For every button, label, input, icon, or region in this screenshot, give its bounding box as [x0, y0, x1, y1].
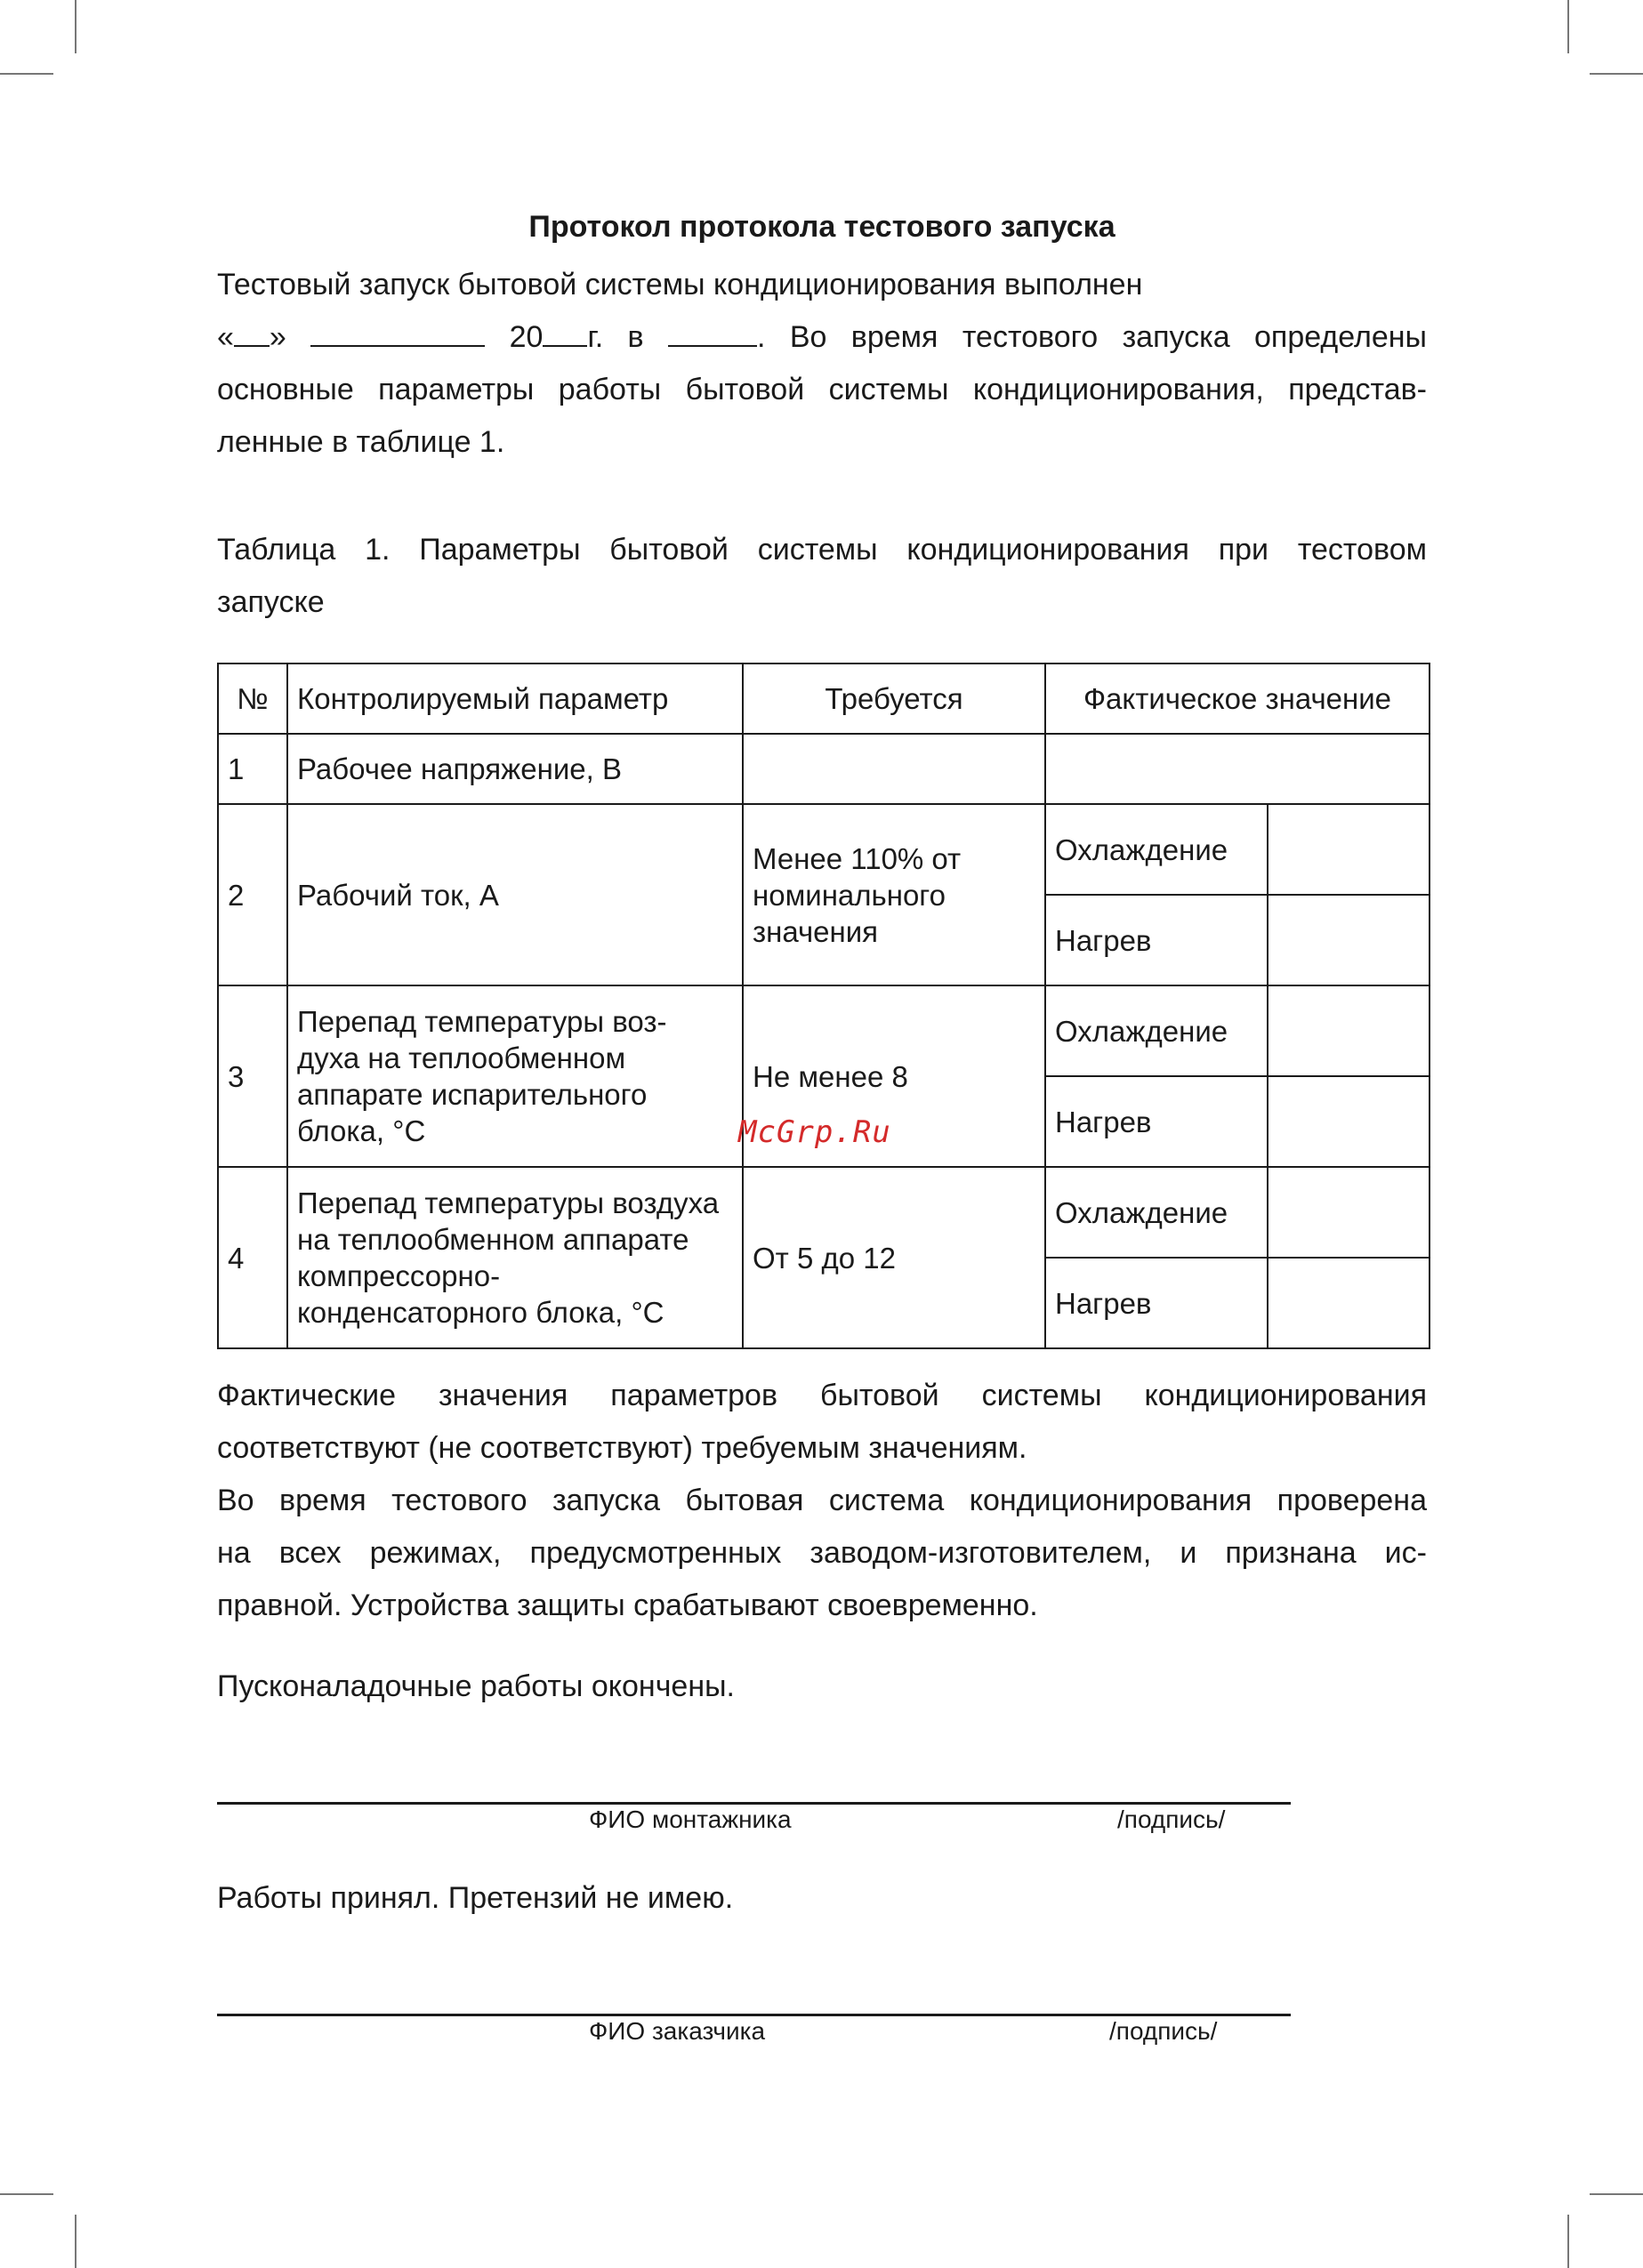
crop-mark — [1567, 0, 1569, 53]
actual-value-cooling[interactable] — [1268, 804, 1430, 895]
intro-line-4: ленные в таблице 1. — [217, 425, 505, 459]
crop-mark — [1567, 2215, 1569, 2268]
crop-mark — [1590, 73, 1643, 75]
header-number: № — [218, 664, 287, 734]
row-parameter: Рабочее напряжение, В — [287, 734, 743, 804]
customer-signature-line[interactable] — [217, 2014, 1291, 2016]
mode-label-cooling: Охлаждение — [1045, 1167, 1268, 1258]
actual-value-cooling[interactable] — [1268, 1167, 1430, 1258]
table-row — [218, 734, 1430, 804]
conclusion-paragraph: Фактические значения параметров бытовой системы кондиционирования соответствуют (не соответствуют) требуемым значениям. Во время тестового запуска бытовая система кондиционирования проверена на всех режимах, предусмотренных заводом-изготовителем, и признана ис- правной. Устройства защиты срабатывают своевременно. — [217, 1379, 1427, 1622]
completion-statement: Пусконаладочные работы окончены. — [217, 1669, 735, 1703]
table-header-row — [218, 664, 1430, 734]
watermark-text: McGrp.Ru — [738, 1114, 891, 1150]
customer-sign-label: /подпись/ — [1109, 2017, 1218, 2045]
row-parameter: Перепад температуры воздуха на теплообменном аппарате компрессорно- конденсаторного блока, °С — [287, 1167, 743, 1348]
month-blank[interactable] — [310, 318, 485, 347]
customer-name-label: ФИО заказчика — [589, 2017, 766, 2045]
row-number: 4 — [218, 1167, 287, 1348]
table-row — [218, 804, 1430, 895]
mode-label-cooling: Охлаждение — [1045, 985, 1268, 1076]
crop-mark — [0, 2193, 53, 2195]
row-number: 2 — [218, 804, 287, 985]
intro-line-1: Тестовый запуск бытовой системы кондиционирования выполнен — [217, 268, 1143, 302]
row-parameter: Перепад температуры воз- духа на теплообменном аппарате испарительного блока, °С — [287, 985, 743, 1167]
crop-mark — [0, 73, 53, 75]
acceptance-statement: Работы принял. Претензий не имею. — [217, 1881, 734, 1915]
actual-value-heating[interactable] — [1268, 1076, 1430, 1167]
intro-line-2: « » 20 г. в . Во время тестового запуска определены — [217, 320, 1427, 354]
row-number: 1 — [218, 734, 287, 804]
day-blank[interactable] — [234, 318, 270, 347]
place-blank[interactable] — [668, 318, 757, 347]
intro-paragraph — [217, 259, 1427, 469]
mode-label-heating: Нагрев — [1045, 895, 1268, 985]
header-actual: Фактическое значение — [1045, 664, 1430, 734]
document-title: Протокол протокола тестового запуска — [528, 210, 1115, 244]
table-row — [218, 1167, 1430, 1258]
actual-value-heating[interactable] — [1268, 895, 1430, 985]
intro-line-3: основные параметры работы бытовой системы кондиционирования, представ- — [217, 373, 1427, 406]
row-required[interactable] — [743, 734, 1045, 804]
installer-sign-label: /подпись/ — [1117, 1806, 1226, 1833]
row-required: Не менее 8 — [743, 985, 1045, 1167]
mode-label-cooling: Охлаждение — [1045, 804, 1268, 895]
parameters-table — [217, 663, 1430, 1349]
crop-mark — [1590, 2193, 1643, 2195]
actual-value-heating[interactable] — [1268, 1258, 1430, 1348]
crop-mark — [75, 0, 77, 53]
actual-value-cooling[interactable] — [1268, 985, 1430, 1076]
header-parameter: Контролируемый параметр — [287, 664, 743, 734]
crop-mark — [75, 2215, 77, 2268]
table-row — [218, 985, 1430, 1076]
year-blank[interactable] — [543, 318, 587, 347]
row-required: От 5 до 12 — [743, 1167, 1045, 1348]
row-actual-value[interactable] — [1045, 734, 1430, 804]
installer-signature-line[interactable] — [217, 1802, 1291, 1805]
table-caption: Таблица 1. Параметры бытовой системы кондиционирования при тестовом запуске — [217, 533, 1427, 619]
mode-label-heating: Нагрев — [1045, 1258, 1268, 1348]
mode-label-heating: Нагрев — [1045, 1076, 1268, 1167]
row-number: 3 — [218, 985, 287, 1167]
header-required: Требуется — [743, 664, 1045, 734]
installer-name-label: ФИО монтажника — [589, 1806, 792, 1833]
row-parameter: Рабочий ток, А — [287, 804, 743, 985]
row-required: Менее 110% от номинального значения — [743, 804, 1045, 985]
